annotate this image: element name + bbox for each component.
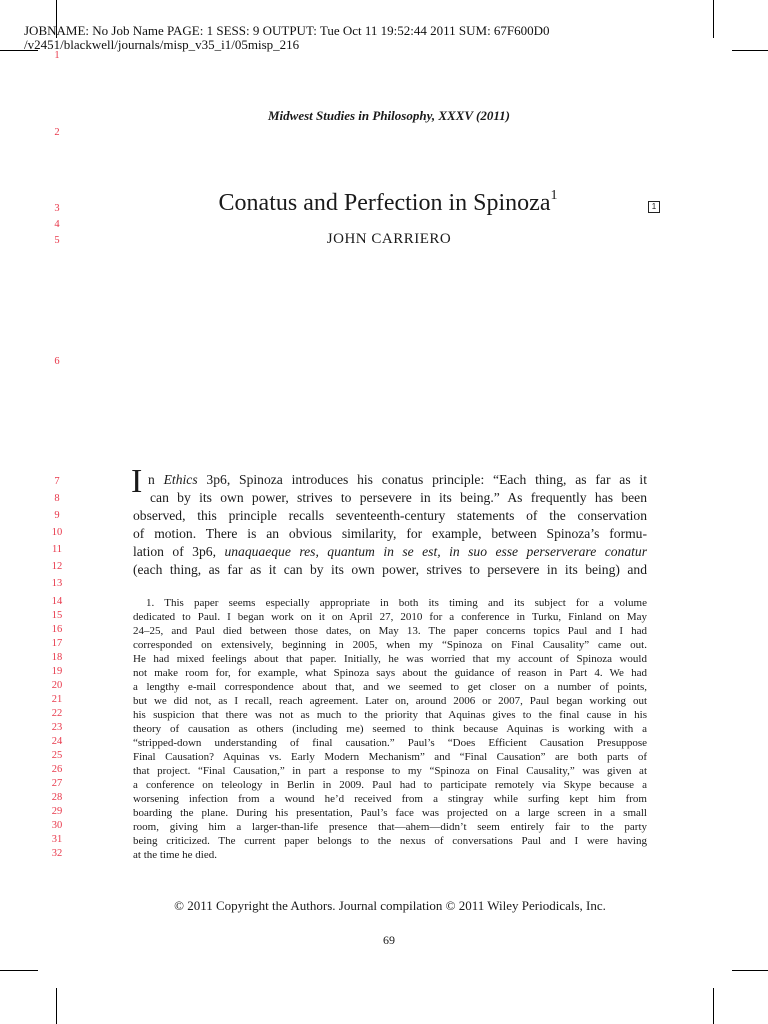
line-number: 14 [51, 596, 63, 607]
footnote-line: his suspicion that there was not as much to the priority that Aquinas gives to the final cause in his [133, 709, 647, 721]
line-number: 10 [51, 527, 63, 538]
line-number: 29 [51, 806, 63, 817]
footnote-marker-box: 1 [648, 201, 660, 213]
line-number: 4 [54, 219, 60, 230]
line-number: 2 [54, 127, 60, 138]
author-name: JOHN CARRIERO [326, 231, 452, 247]
line-number: 28 [51, 792, 63, 803]
footnote-line: He had mixed feelings about that paper. Initially, he was worried that my account of Spinoza would [133, 653, 647, 665]
line-number: 32 [51, 848, 63, 859]
footnote-line: “stripped-down understanding of final causation.” Paul’s “Does Efficient Causation Presuppose [133, 737, 647, 749]
line-number: 11 [51, 544, 63, 555]
line-number: 7 [54, 476, 60, 487]
footnote-line: boarding the plane. During his presentation, Paul’s face was projected on a large screen in a small [133, 807, 647, 819]
page-number: 69 [383, 933, 395, 947]
italic-phrase: unaquaeque res, quantum in se est, in suo esse perserverare conatur [224, 544, 647, 559]
title-footnote-ref: 1 [550, 188, 558, 203]
footnote-line: at the time he died. [133, 849, 217, 861]
line-number: 23 [51, 722, 63, 733]
body-line: lation of 3p6, unaquaeque res, quantum in se est, in suo esse perserverare conatur [133, 544, 647, 559]
article-title-text: Conatus and Perfection in Spinoza [218, 190, 551, 216]
footnote-line: a conference on teleology in Berlin in 2009. Paul had to participate remotely via Skype because a [133, 779, 647, 791]
line-number: 12 [51, 561, 63, 572]
footnote-line: Final Causation? Aquinas vs. Early Modern Mechanism” and “Final Causation” are both parts of [133, 751, 647, 763]
body-line: of motion. There is an obvious similarity, for example, between Spinoza’s formu- [133, 526, 647, 541]
body-line: can by its own power, strives to persevere in its being.” As frequently has been [150, 490, 647, 505]
job-info-line: JOBNAME: No Job Name PAGE: 1 SESS: 9 OUTPUT: Tue Oct 11 19:52:44 2011 SUM: 67F600D0 [24, 23, 550, 38]
footnote-line: not make room for, for example, what Spinoza says about the guidance of reason in Part 4. We had [133, 667, 647, 679]
footnote-line: a lengthy e-mail correspondence about that, and we seemed to get closer on a number of points, [133, 681, 647, 693]
footnote-line: that project. “Final Causation,” in part a response to my “Spinoza on Final Causality,” was given at [133, 765, 647, 777]
footnote-line: worsening infection from a wound he’d received from a stingray while surfing kept him from [133, 793, 647, 805]
line-number: 27 [51, 778, 63, 789]
crop-mark [713, 0, 714, 38]
crop-mark [713, 988, 714, 1024]
crop-mark [56, 988, 57, 1024]
line-number: 1 [54, 50, 60, 61]
drop-cap: I [131, 463, 143, 500]
body-line: observed, this principle recalls seventeenth-century statements of the conservation [133, 508, 647, 523]
footnote-line: room, giving him a larger-than-life presence that—ahem—didn’t seem entirely fair to the party [133, 821, 647, 833]
line-number: 17 [51, 638, 63, 649]
line-number: 22 [51, 708, 63, 719]
line-number: 16 [51, 624, 63, 635]
line-number: 21 [51, 694, 63, 705]
line-number: 5 [54, 235, 60, 246]
line-number: 3 [54, 203, 60, 214]
line-number: 30 [51, 820, 63, 831]
footnote-line: being criticized. The current paper belongs to the nexus of conversations Paul and I were having [133, 835, 647, 847]
body-line: n Ethics 3p6, Spinoza introduces his conatus principle: “Each thing, as far as it [148, 472, 647, 487]
line-number: 26 [51, 764, 63, 775]
line-number: 13 [51, 578, 63, 589]
line-number: 9 [54, 510, 60, 521]
footnote-line: corresponded on extensively, beginning in 2005, when my “Spinoza on Final Causality” came out. [133, 639, 647, 651]
footnote-line: theory of causation as others (including me) seemed to think because Aquinas is working with a [133, 723, 647, 735]
footnote-line: but we did not, as I recall, reach agreement. Later on, around 2006 or 2007, Paul began working out [133, 695, 647, 707]
line-number: 24 [51, 736, 63, 747]
copyright-notice: © 2011 Copyright the Authors. Journal compilation © 2011 Wiley Periodicals, Inc. [174, 898, 606, 913]
footnote-line: 1. This paper seems especially appropriate in both its timing and its subject for a volume [146, 597, 647, 609]
line-number: 19 [51, 666, 63, 677]
crop-mark [732, 970, 768, 971]
line-number: 20 [51, 680, 63, 691]
crop-mark [732, 50, 768, 51]
line-number: 25 [51, 750, 63, 761]
footnote-line: dedicated to Paul. I began work on it on April 27, 2010 for a conference in Turku, Finland on May [133, 611, 647, 623]
body-line: (each thing, as far as it can by its own power, strives to persevere in its being) and [133, 562, 647, 577]
italic-phrase: Ethics [163, 472, 198, 487]
line-number: 15 [51, 610, 63, 621]
footnote-line: 24–25, and Paul died between those dates, on May 13. The paper concerns topics Paul and I had [133, 625, 647, 637]
line-number: 18 [51, 652, 63, 663]
file-path-line: /v2451/blackwell/journals/misp_v35_i1/05misp_216 [24, 37, 300, 52]
journal-title: Midwest Studies in Philosophy, XXXV (2011) [268, 108, 510, 123]
line-number: 8 [54, 493, 60, 504]
line-number: 6 [54, 356, 60, 367]
crop-mark [0, 970, 38, 971]
line-number: 31 [51, 834, 63, 845]
